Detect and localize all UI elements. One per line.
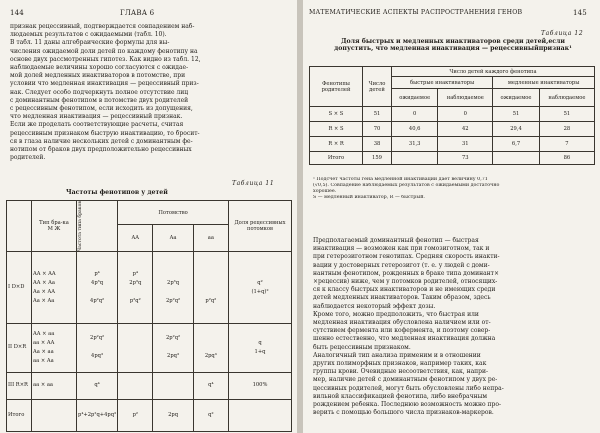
t11-cell-aa: 2pq³ [193,323,228,372]
t11-head-AA: AA [118,225,153,252]
t11-cell-Aa: 2pq [153,399,193,431]
t11-cell-share: q 1+q [229,323,292,372]
table-row [310,122,595,137]
t11-cell-AA [118,323,153,372]
t12-cell-slow-obs: 86 [539,152,594,165]
t12-cell-children: 70 [363,122,392,137]
text-line: быть рецессивным признаком. [313,343,411,351]
t11-cell-AA: p² [118,399,153,431]
t11-cell-aa: q⁴ [193,372,228,399]
text-line: числения ожидаемой доли детей по каждому фенотипу на [10,47,198,55]
t12-cell-phenotype: S × S [310,107,363,122]
text-line: мой долей медленных инактиваторов в потомстве, при [10,72,186,80]
t11-head-freq: Частота типа браков [78,201,83,252]
text-line: Аналогичный тип анализа применим и в отношении [313,351,481,359]
t11-head-aa: aa [193,225,228,252]
text-line: вации у достоверных гетерозигот (т. е. у людей с доми- [313,261,490,269]
text-line: рождением ребенка. Последнюю возможность можно про- [313,401,501,409]
text-line: Кроме того, можно предположить, что быстрая или [313,310,479,318]
t11-cell-freq: q⁴ [77,372,118,399]
text-line: инактивация — возможен как при гомозиготном, так и [313,245,490,253]
text-line: ся к классу быстрых инактиваторов и не имеющих среди [313,286,496,294]
t11-cell-Aa: 2p²q² 2pq³ [153,323,193,372]
left-page-number: 144 [10,9,24,17]
t11-cell-sex: aa × aa [32,372,77,399]
text-line: родителей. [10,154,46,162]
text-line: наблюдаемые величины хорошо согласуются с ожидае- [10,64,189,72]
t12-cell-slow-exp: 29,4 [493,122,540,137]
table-title-line: Доля быстрых и медленных инактиваторов среди детей, [341,38,549,45]
left-running-head: ГЛАВА 6 [120,9,155,17]
t11-head-share: Доля рецессивных потомков [229,201,292,252]
t12-cell-phenotype: R × R [310,137,363,152]
t11-cell-type: III R×R [7,372,32,399]
t11-cell-aa: p²q² [193,252,228,323]
t12-cell-fast-exp: 40,6 [392,122,438,137]
text-line: шенно естественно, что медленная инактивация должна [313,335,496,343]
text-line: людаемых результатов с ожидаемыми (табл. 10). [10,31,167,39]
t11-head-offspring: Потомство [118,201,229,225]
text-line: условии что медленная инактивация — рецессивный приз- [10,80,199,88]
text-line: нотипом от браков двух предположительно рецессивных [10,146,192,154]
right-page-number: 145 [573,9,587,17]
text-line: при гетерозиготном генотипах. Средняя скорость инакти- [313,253,500,261]
text-line: детей медленных инактиваторов. Таким образом, здесь [313,294,491,302]
text-line: что медленная инактивация — рецессивный признак. [10,113,183,121]
table11-caption: Частоты фенотипов у детей [66,189,168,196]
t11-cell-AA [118,372,153,399]
t11-cell-freq: 2p²q² 4pq³ [77,323,118,372]
footnote-line: S — медленный инактиватор, R — быстрый. [313,195,425,200]
text-line: цессивных родителей, могут быть обусловлены либо непра- [313,384,504,392]
t12-cell-children: 159 [363,152,392,165]
text-line: Предполагаемый доминантный фенотип — быстрая [313,237,479,244]
table-row [310,152,595,165]
t12-cell-phenotype: Итого [310,152,363,165]
table-row [7,372,292,399]
text-line: с доминантным фенотипом в потомстве двух родителей [10,96,189,104]
table-row [7,323,292,372]
t11-cell-AA: p⁴ 2p³q p²q² [118,252,153,323]
t12-cell-fast-exp: 31,3 [392,137,438,152]
t12-cell-fast-obs: 0 [438,107,493,122]
table-row [310,107,595,122]
t11-cell-share: 100% [229,372,292,399]
right-running-head: МАТЕМАТИЧЕСКИЕ АСПЕКТЫ РАСПРОСТРАНЕНИЯ ГЕНОВ [309,9,523,16]
t12-head-slow: медленные инактиваторы [493,77,595,89]
table-title-line: если допустить, что медленная инактивация — рецессивный [334,38,565,53]
t11-cell-freq: p⁴ 4p³q 4p²q² [77,252,118,323]
text-line: сутствием фермента или кофермента, и поэтому совер- [313,327,491,335]
t11-cell-share [229,399,292,431]
text-line: ×рецессив) ниже, чем у потомков родителей, относящих- [313,278,498,286]
t12-cell-phenotype: R × S [310,122,363,137]
t12-head-obs-fast: наблюдаемое [438,89,493,107]
t12-cell-fast-obs: 42 [438,122,493,137]
text-line: с рецессивным фенотипом, если исходить из допущения, [10,105,193,113]
t12-cell-slow-exp: 51 [493,107,540,122]
table-12 [309,66,595,165]
right-body-text [313,237,595,417]
text-line: наблюдается некоторый эффект дозы. [313,302,436,310]
t11-cell-sex [32,399,77,431]
t11-cell-type: Итого [7,399,32,431]
t11-cell-Aa [153,372,193,399]
t12-cell-fast-exp: 0 [392,107,438,122]
t12-cell-slow-obs: 51 [539,107,594,122]
table12-title [323,38,583,53]
t12-head-exp-fast: ожидаемое [392,89,438,107]
t12-cell-fast-obs: 31 [438,137,493,152]
t12-cell-slow-exp: 6,7 [493,137,540,152]
t12-cell-fast-exp [392,152,438,165]
t11-cell-type: I D×D [7,252,32,323]
t12-cell-slow-obs: 7 [539,137,594,152]
t12-head-fast: быстрые инактиваторы [392,77,493,89]
table-row [310,137,595,152]
footnote-line: (√0,5). Совпадение наблюдаемых результатов с ожидаемыми достаточно [313,183,500,188]
text-line: других полиморфных признаков, например таких, как [313,360,487,368]
t11-cell-freq: p⁴+2p²q+4pq³ [77,399,118,431]
text-line: рецессивным признаком быструю инактивацию, то бросит- [10,129,200,137]
t12-cell-children: 38 [363,137,392,152]
t11-head-type: Тип бра-ка [39,220,69,227]
table-11 [6,200,292,432]
t12-head-families: Число детей [363,67,392,107]
left-body-text [10,23,290,162]
text-line: вильной классификацией фенотипа, либо внебрачным [313,392,488,400]
text-line: мер, наличие детей с доминантным фенотипом у двух ре- [313,376,498,384]
t12-cell-children: 51 [363,107,392,122]
t12-head-phenotype: Фенотипы родителей [310,67,363,107]
t12-cell-slow-obs: 28 [539,122,594,137]
text-line: верить с помощью большого числа признаков-маркеров. [313,409,494,417]
t11-cell-type: II D×R [7,323,32,372]
right-page [303,0,600,433]
t12-head-obs-slow: наблюдаемое [539,89,594,107]
text-line: нак. Следует особо подчеркнуть полное отсутствие лиц [10,88,189,96]
table12-label: Таблица 12 [541,30,584,37]
t11-cell-sex: AA × aa aa × AA Aa × aa aa × Aa [32,323,77,372]
left-page [0,0,297,433]
text-line: В табл. 11 даны алгебраические формулы для вы- [10,39,170,47]
table11-label: Таблица 11 [232,180,275,187]
t11-cell-Aa: 2p³q 2p²q² [153,252,193,323]
text-line: группы крови. Очевидные несоответствия, как, напри- [313,368,489,376]
footnote-line: ¹ Подсчет частоты гена медленной инактивации дает величину 0,71 [313,177,488,182]
footnote-line: хорошее. [313,189,337,194]
t11-cell-aa: q² [193,399,228,431]
t12-head-exp-slow: ожидаемое [493,89,540,107]
t12-cell-fast-obs: 73 [438,152,493,165]
text-line: ся в глаза наличие нескольких детей с доминантным фе- [10,137,193,145]
text-line: признак рецессивный, подтверждается совпадением наб- [10,23,195,30]
text-line: нантным фенотипом, рожденных в браке типа доминант× [313,269,500,277]
text-line: Если же проделать соответствующие расчеты, считая [10,121,184,129]
t11-cell-share: q² (1+q)² [229,252,292,323]
t11-cell-sex: AA × AA AA × Aa Aa × AA Aa × Aa [32,252,77,323]
t11-head-Aa: Aa [153,225,193,252]
text-line: основе двух рассмотренных гипотез. Как видно из табл. 12, [10,55,201,63]
table-row [7,399,292,431]
text-line: медленная инактивация обусловлена наличием или от- [313,319,491,327]
table-row [7,252,292,323]
table12-footnote [313,177,595,201]
t12-cell-slow-exp [493,152,540,165]
t12-head-children: Число детей каждого фенотипа [392,67,595,77]
table-title-line: признак¹ [538,45,572,53]
t11-head-sex: М Ж [47,226,61,233]
